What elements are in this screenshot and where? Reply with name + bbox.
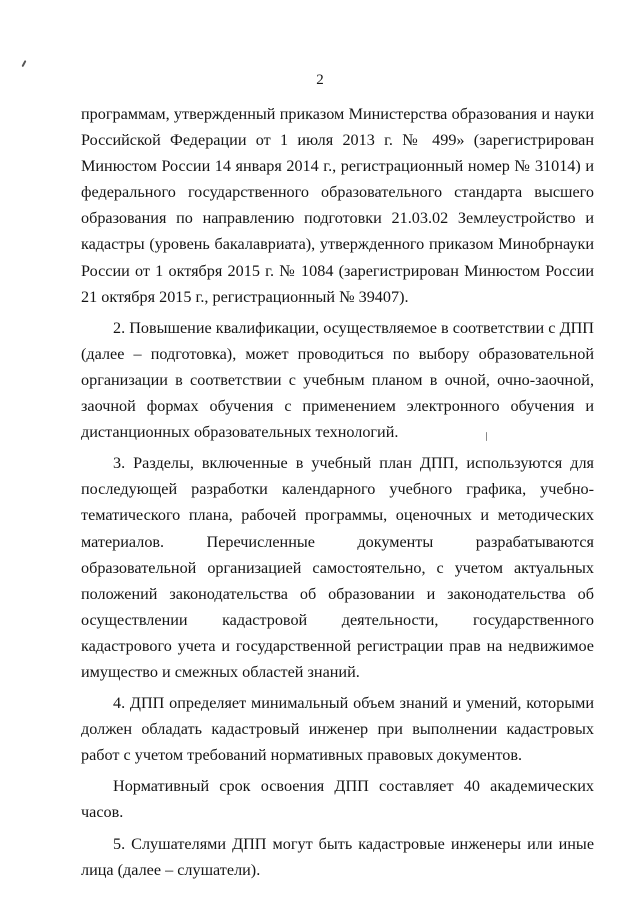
paragraph-continuation: программам, утвержденный приказом Министерства образования и науки Российской Федерации от 1 июля 2013 г. № 499» (зарегистрирован Минюстом России 14 января 2014 г., регистрационный номер № 31014) и федерального государственного образовательного стандарта высшего образования по направлению подготовки 21.03.02 Землеустройство и кадастры (уровень бакалавриата), утвержденного приказом Минобрнауки России от 1 октября 2015 г. № 1084 (зарегистрирован Минюстом России 21 октября 2015 г., регистрационный № 39407). [81, 105, 594, 306]
page-number: 2 [316, 72, 324, 88]
paragraph-study-duration: Нормативный срок освоения ДПП составляет 40 академических часов. [81, 777, 594, 822]
scan-artifact-mark [21, 60, 26, 67]
paragraph-4-knowledge-scope: 4. ДПП определяет минимальный объем знаний и умений, которыми должен обладать кадастровый инженер при выполнении кадастровых работ с учетом требований нормативных правовых документов. [81, 694, 594, 765]
document-body [81, 101, 594, 883]
paragraph-3-curriculum-sections: 3. Разделы, включенные в учебный план ДПП, используются для последующей разработки календарного учебного графика, учебно-тематического плана, рабочей программы, оценочных и методических материалов. Перечисленные документы разрабатываются образовательной организацией самостоятельно, с учетом актуальных положений законодательства об образовании и законодательства об осуществлении кадастровой деятельности, государственного кадастрового учета и государственной регистрации прав на недвижимое имущество и смежных областей знаний. [81, 454, 594, 681]
paragraph-2-training-forms: 2. Повышение квалификации, осуществляемое в соответствии с ДПП (далее – подготовка), может проводиться по выбору образовательной организации в соответствии с учебным планом в очной, очно-заочной, заочной формах обучения с применением электронного обучения и дистанционных образовательных технологий. [81, 318, 594, 442]
paragraph-5-students: 5. Слушателями ДПП могут быть кадастровые инженеры или иные лица (далее – слушатели). [81, 834, 594, 879]
